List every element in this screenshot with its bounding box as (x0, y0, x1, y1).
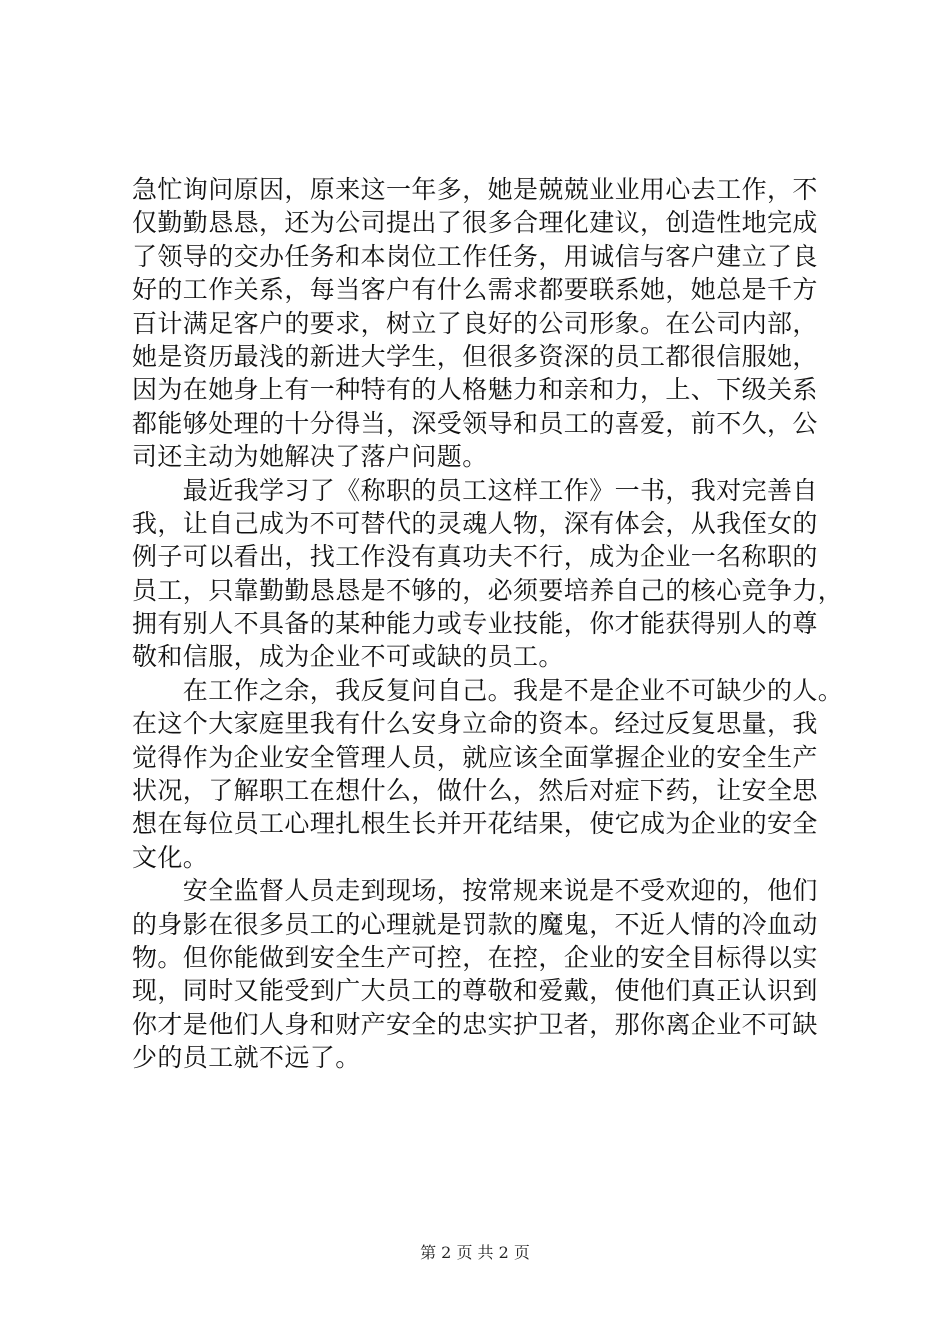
text-line: 想在每位员工心理扎根生长并开花结果，使它成为企业的安全 (132, 809, 818, 839)
text-line: 的身影在很多员工的心理就是罚款的魔鬼，不近人情的冷血动 (132, 909, 818, 939)
text-line: 拥有别人不具备的某种能力或专业技能，你才能获得别人的尊 (132, 609, 818, 639)
text-line: 都能够处理的十分得当，深受领导和员工的喜爱，前不久，公 (132, 408, 818, 438)
text-line: 文化。 (132, 842, 209, 872)
text-line: 好的工作关系，每当客户有什么需求都要联系她，她总是千方 (132, 275, 818, 305)
text-line: 状况，了解职工在想什么，做什么，然后对症下药，让安全思 (132, 776, 818, 806)
text-line: 了领导的交办任务和本岗位工作任务，用诚信与客户建立了良 (132, 241, 818, 271)
text-line: 员工，只靠勤勤恳恳是不够的，必须要培养自己的核心竞争力， (132, 575, 844, 605)
text-line: 敬和信服，成为企业不可或缺的员工。 (132, 642, 564, 672)
text-line: 在这个大家庭里我有什么安身立命的资本。经过反复思量，我 (132, 709, 818, 739)
text-line: 我，让自己成为不可替代的灵魂人物，深有体会，从我侄女的 (132, 508, 818, 538)
text-line: 急忙询问原因，原来这一年多，她是兢兢业业用心去工作，不 (132, 175, 818, 204)
document-body (132, 173, 852, 1075)
page-number-label: 第 2 页 共 2 页 (420, 1243, 530, 1262)
text-line: 百计满足客户的要求，树立了良好的公司形象。在公司内部， (132, 308, 818, 338)
text-line: 例子可以看出，找工作没有真功夫不行，成为企业一名称职的 (132, 542, 818, 572)
text-line: 最近我学习了《称职的员工这样工作》一书，我对完善自 (132, 475, 818, 505)
text-line: 你才是他们人身和财产安全的忠实护卫者，那你离企业不可缺 (132, 1009, 818, 1039)
text-line: 少的员工就不远了。 (132, 1043, 361, 1073)
text-line: 现，同时又能受到广大员工的尊敬和爱戴，使他们真正认识到 (132, 976, 818, 1006)
page-footer (0, 1242, 950, 1264)
text-line: 安全监督人员走到现场，按常规来说是不受欢迎的，他们 (132, 876, 818, 906)
text-line: 因为在她身上有一种特有的人格魅力和亲和力，上、下级关系 (132, 375, 818, 405)
text-line: 她是资历最浅的新进大学生，但很多资深的员工都很信服她， (132, 341, 818, 371)
text-line: 仅勤勤恳恳，还为公司提出了很多合理化建议，创造性地完成 (132, 208, 818, 238)
text-line: 司还主动为她解决了落户问题。 (132, 442, 488, 472)
text-line: 在工作之余，我反复问自己。我是不是企业不可缺少的人。 (132, 675, 844, 705)
text-line: 觉得作为企业安全管理人员，就应该全面掌握企业的安全生产 (132, 742, 818, 772)
text-line: 物。但你能做到安全生产可控，在控，企业的安全目标得以实 (132, 942, 818, 972)
